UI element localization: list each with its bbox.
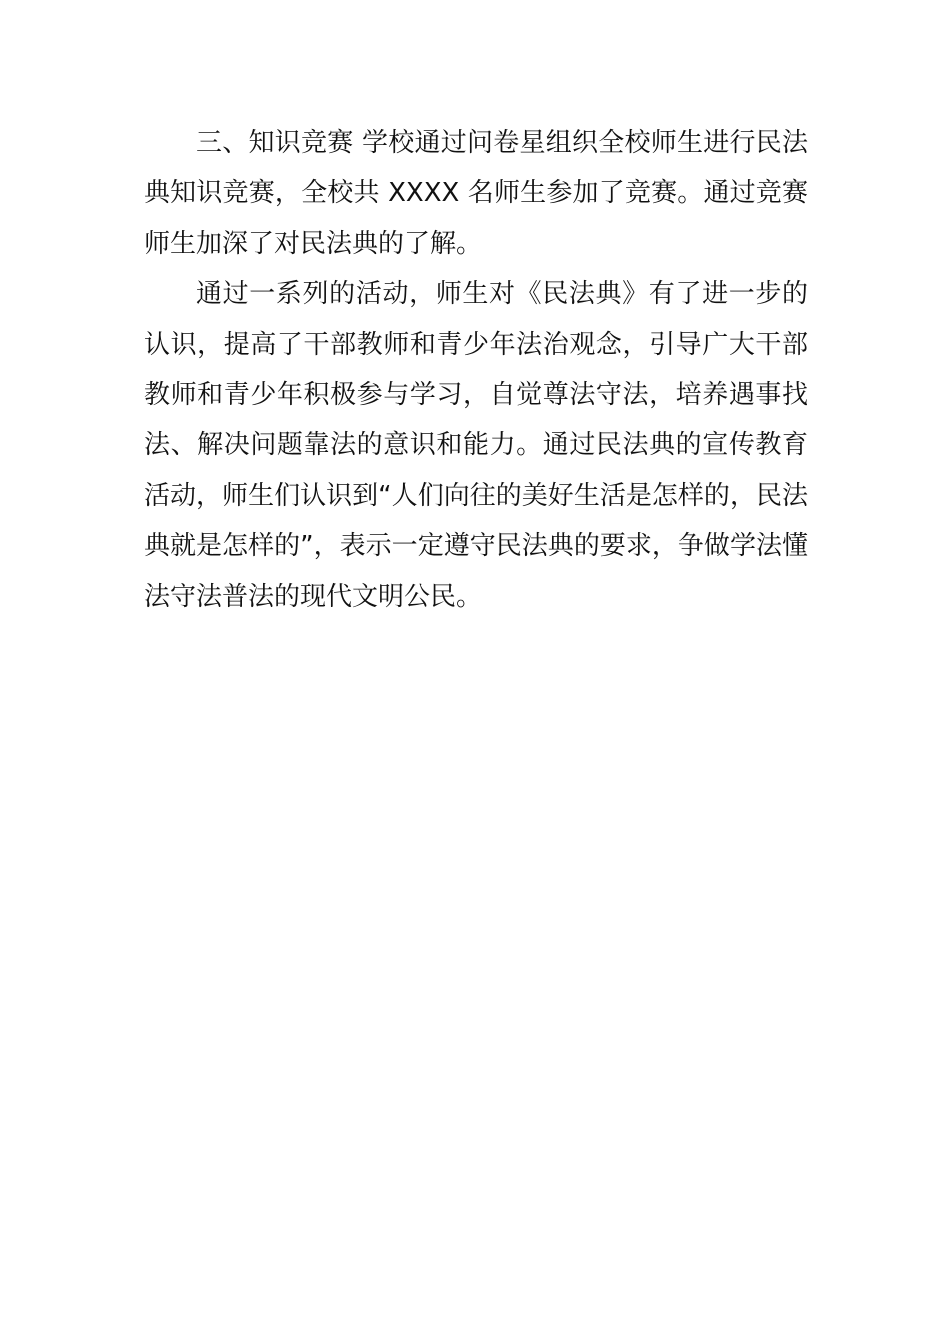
paragraph-summary xyxy=(144,269,808,622)
paragraph-line: 通过一系列的活动，师生对《民法典》有了进一步的 xyxy=(196,279,808,310)
paragraph-line: 法、解决问题靠法的意识和能力。通过民法典的宣传教育 xyxy=(144,430,808,461)
paragraph-line: 师生加深了对民法典的了解。 xyxy=(144,228,483,259)
paragraph-line: 典知识竞赛，全校共 XXXX 名师生参加了竞赛。通过竞赛 xyxy=(144,178,808,209)
paragraph-knowledge-competition xyxy=(144,118,808,269)
paragraph-line: 法守法普法的现代文明公民。 xyxy=(144,581,483,612)
paragraph-line: 认识，提高了干部教师和青少年法治观念，引导广大干部 xyxy=(144,329,808,360)
paragraph-line: 三、知识竞赛 学校通过问卷星组织全校师生进行民法 xyxy=(196,128,808,158)
paragraph-line: 活动，师生们认识到“人们向往的美好生活是怎样的，民法 xyxy=(144,480,808,511)
paragraph-line: 典就是怎样的”，表示一定遵守民法典的要求，争做学法懂 xyxy=(144,531,808,562)
paragraph-line: 教师和青少年积极参与学习，自觉尊法守法，培养遇事找 xyxy=(144,379,808,410)
document-body xyxy=(144,118,808,622)
